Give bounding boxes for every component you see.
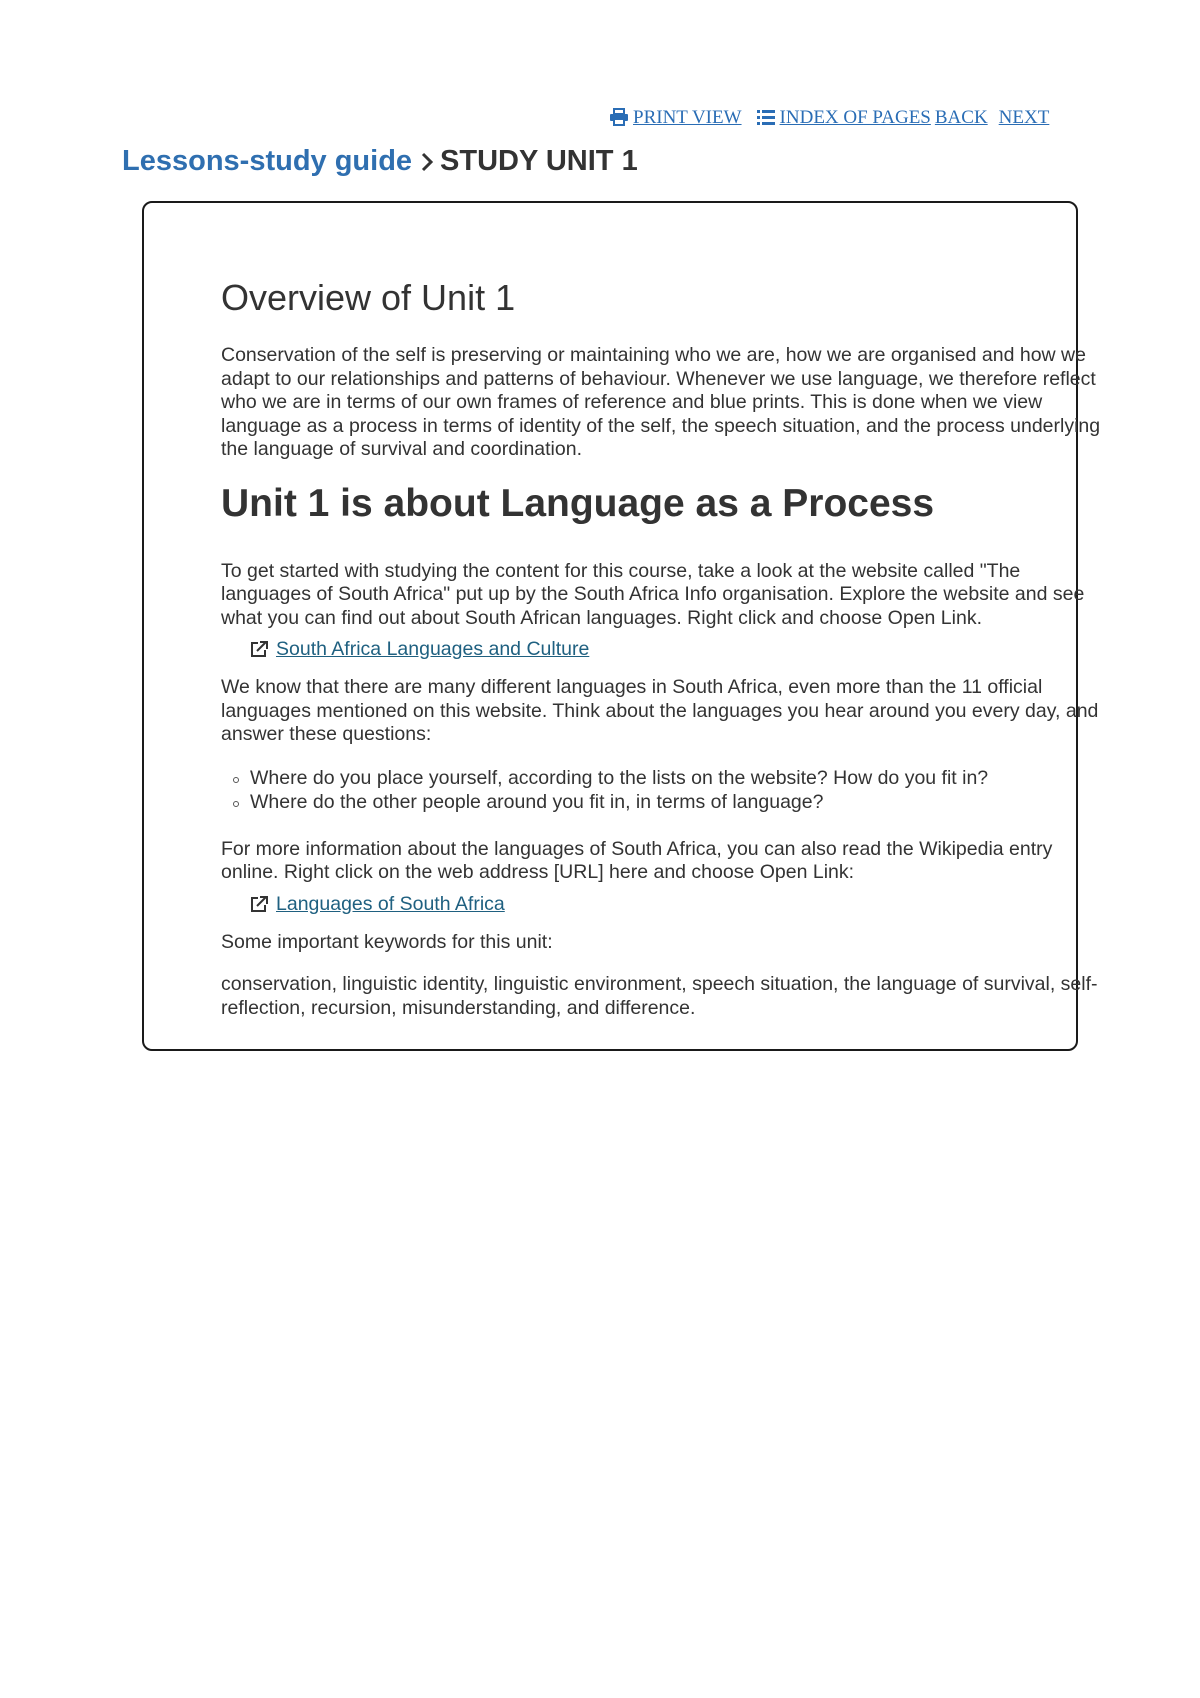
index-of-pages-link[interactable]: INDEX OF PAGES [779,107,931,128]
south-africa-languages-culture-link[interactable]: South Africa Languages and Culture [276,638,590,660]
unit-heading: Unit 1 is about Language as a Process [221,481,935,525]
breadcrumb-current: STUDY UNIT 1 [440,145,638,177]
external-link-row [249,892,1101,919]
overview-heading: Overview of Unit 1 [221,277,516,318]
lesson-content [221,276,1101,1039]
list-item: Where do the other people around you fit in, in terms of language? [233,790,1101,814]
list-item: Where do you place yourself, according to the lists on the website? How do you fit in? [233,766,1101,790]
know-paragraph: We know that there are many different languages in South Africa, even more than the 11 official languages mentioned on this website. Think about the languages you hear around you every day, and answer these questions: [221,676,1099,745]
next-link[interactable]: NEXT [998,107,1050,128]
back-link[interactable]: BACK [934,107,988,128]
print-view-link[interactable]: PRINT VIEW [633,107,742,128]
keywords-text: conservation, linguistic identity, linguistic environment, speech situation, the language of survival, self-reflection, recursion, misunderstanding, and difference. [221,973,1098,1019]
list-icon[interactable] [756,108,776,133]
external-link-row [249,637,1101,664]
keywords-intro: Some important keywords for this unit: [221,930,553,953]
external-link-icon [249,895,269,919]
printer-icon[interactable] [609,108,629,133]
chevron-right-icon [420,148,434,181]
overview-paragraph: Conservation of the self is preserving or maintaining who we are, how we are organised and how we adapt to our relationships and patterns of behaviour. Whenever we use language, we therefore reflect who we are in terms of our own frames of reference and blue prints. This is done when we view language as a process in terms of identity of the self, the speech situation, and the process underlying the language of survival and coordination. [221,344,1101,460]
external-link-icon [249,640,269,664]
top-navigation [609,106,1049,133]
breadcrumb [122,145,638,181]
questions-list [221,766,1101,814]
more-info-paragraph: For more information about the languages of South Africa, you can also read the Wikipedia entry online. Right click on the web address [URL] here and choose Open Link: [221,837,1053,883]
intro-paragraph: To get started with studying the content for this course, take a look at the website called "The languages of South Africa" put up by the South Africa Info organisation. Explore the website and see what you can find out about South African languages. Right click and choose Open Link. [221,559,1085,629]
languages-of-south-africa-link[interactable]: Languages of South Africa [276,892,505,915]
breadcrumb-parent-link[interactable]: Lessons-study guide [122,145,413,177]
